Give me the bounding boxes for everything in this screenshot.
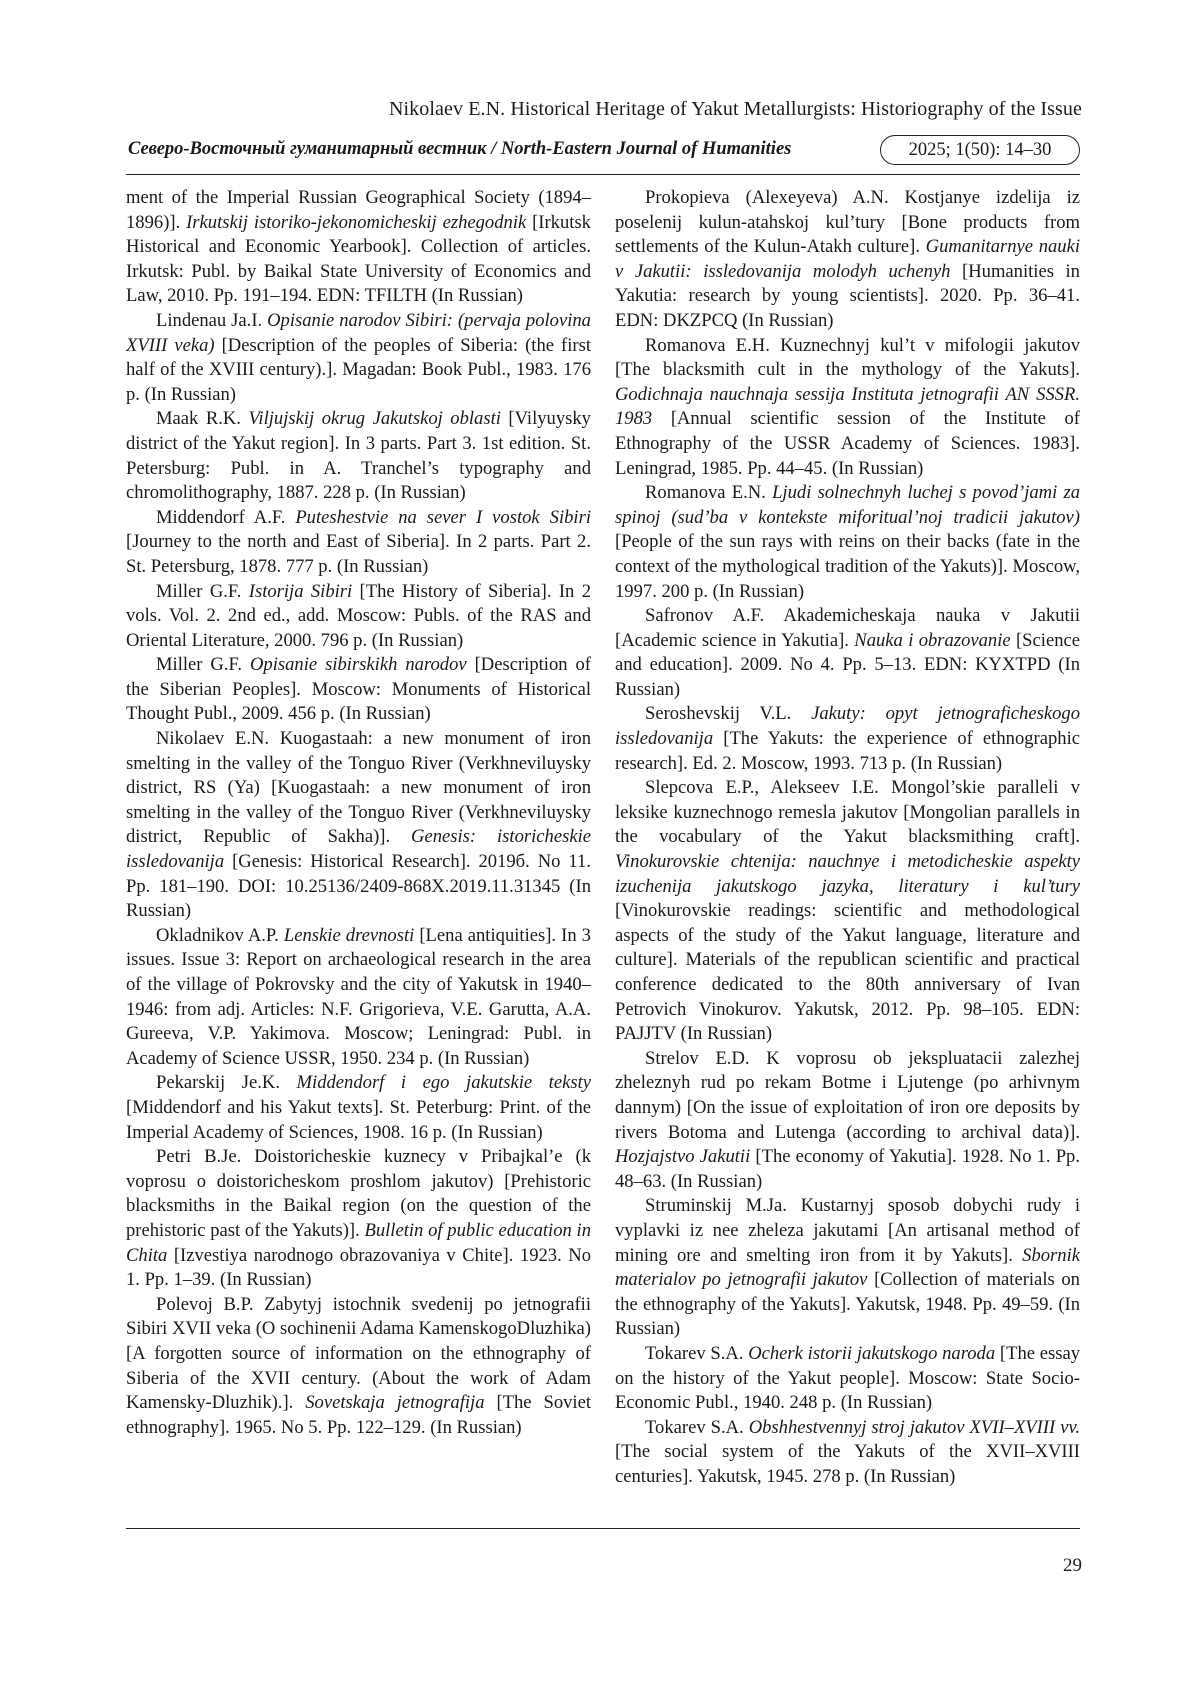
reference-entry bbox=[126, 924, 591, 1072]
reference-title: Irkutskij istoriko-jekonomicheskij ezhegodnik bbox=[186, 211, 527, 233]
journal-name: Северо-Восточный гуманитарный вестник / North-Eastern Journal of Humanities bbox=[128, 139, 792, 159]
reference-text: [Description of the peoples of Siberia: (the first half of the XVIII century).]. Magadan: Book Publ., 1983. 176 p. (In Russian) bbox=[126, 334, 592, 405]
reference-entry bbox=[615, 334, 1080, 482]
reference-text: [The essay on the history of the Yakut people]. Moscow: State Socio-Economic Publ., 1940. 248 p. (In Russian) bbox=[615, 1342, 1081, 1414]
reference-text: Struminskij M.Ja. Kustarnyj sposob dobychi rudy i vyplavki iz nee zheleza jakutami [An artisanal method of mining ore and smelting iron from it by Yakuts]. bbox=[615, 1195, 1080, 1266]
header-divider bbox=[126, 174, 1080, 175]
reference-title: Sbornik materialov po jetnografii jakutov bbox=[615, 1244, 1080, 1291]
reference-text: Pekarskij Je.K. bbox=[156, 1072, 297, 1094]
reference-entry bbox=[126, 1071, 591, 1145]
reference-title: Jakuty: opyt jetnograficheskogo issledovanija bbox=[615, 703, 1080, 750]
reference-title: Opisanie narodov Sibiri: (pervaja polovina XVIII veka) bbox=[126, 309, 591, 356]
reference-text: [Description of the Siberian Peoples]. Moscow: Monuments of Historical Thought Publ., 2009. 456 p. (In Russian) bbox=[126, 654, 591, 725]
reference-entry bbox=[126, 1293, 591, 1441]
reference-text: [Humanities in Yakutia: research by young scientists]. 2020. Pp. 36–41. EDN: DKZPCQ (In Russian) bbox=[615, 260, 1080, 331]
reference-title: Bulletin of public education in Chita bbox=[126, 1219, 591, 1266]
reference-text: [The Soviet ethnography]. 1965. No 5. Pp. 122–129. (In Russian) bbox=[126, 1392, 592, 1438]
reference-text: Petri B.Je. Doistoricheskie kuznecy v Pribajkal’e (k voprosu o doistoricheskom proshlom jakutov) [Prehistoric blacksmiths in the Baikal region (on the question of the prehistoric past of the Yakuts)]. bbox=[126, 1146, 591, 1241]
page-number: 29 bbox=[1063, 1555, 1082, 1576]
reference-entry bbox=[615, 1416, 1080, 1490]
reference-text: [Irkutsk Historical and Economic Yearbook]. Collection of articles. Irkutsk: Publ. by Baikal State University of Economics and Law, 2010. Pp. 191–194. EDN: TFILTH (In Russian) bbox=[126, 211, 591, 307]
reference-entry bbox=[126, 580, 591, 654]
reference-text: Lindenau Ja.I. bbox=[156, 309, 268, 331]
reference-entry bbox=[126, 407, 591, 505]
reference-entry bbox=[126, 506, 591, 580]
reference-title: Middendorf i ego jakutskie teksty bbox=[296, 1072, 592, 1094]
reference-title: Hozjajstvo Jakutii bbox=[615, 1146, 751, 1168]
reference-title: Gumanitarnye nauki v Jakutii: issledovanija molodyh uchenyh bbox=[615, 236, 1081, 282]
references-left-column bbox=[126, 186, 591, 1440]
reference-text: [The social system of the Yakuts of the XVII–XVIII centuries]. Yakutsk, 1945. 278 p. (In Russian) bbox=[615, 1441, 1080, 1487]
reference-title: Istorija Sibiri bbox=[248, 580, 353, 602]
reference-title: Lenskie drevnosti bbox=[283, 924, 415, 946]
journal-header bbox=[126, 135, 1080, 171]
reference-entry bbox=[615, 1047, 1080, 1195]
references-right-column bbox=[615, 186, 1080, 1489]
reference-entry bbox=[126, 1145, 591, 1293]
reference-text: [Middendorf and his Yakut texts]. St. Peterburg: Print. of the Imperial Academy of Sciences, 1908. 16 p. (In Russian) bbox=[126, 1096, 591, 1143]
reference-entry bbox=[126, 727, 591, 924]
reference-text: Miller G.F. bbox=[156, 580, 249, 602]
reference-text: Maak R.K. bbox=[156, 408, 249, 430]
reference-title: Opisanie sibirskikh narodov bbox=[249, 654, 467, 676]
reference-entry bbox=[615, 776, 1080, 1047]
reference-text: [The History of Siberia]. In 2 vols. Vol. 2. 2nd ed., add. Moscow: Publs. of the RAS and Oriental Literature, 2000. 796 p. (In Russian) bbox=[126, 580, 591, 651]
reference-text: Seroshevskij V.L. bbox=[645, 703, 812, 725]
reference-text: [Science and education]. 2009. No 4. Pp. 5–13. EDN: KYXTPD (In Russian) bbox=[615, 629, 1080, 700]
reference-title: Viljujskij okrug Jakutskoj oblasti bbox=[248, 408, 501, 430]
reference-text: [Collection of materials on the ethnography of the Yakuts]. Yakutsk, 1948. Pp. 49–59. (In Russian) bbox=[615, 1269, 1080, 1340]
reference-entry bbox=[126, 309, 591, 407]
reference-text: [People of the sun rays with reins on their backs (fate in the context of the mythological tradition of the Yakuts)]. Moscow, 1997. 200 p. (In Russian) bbox=[615, 531, 1080, 602]
reference-text: [Lena antiquities]. In 3 issues. Issue 3: Report on archaeological research in the area of the village of Pokrovsky and the city of Yakutsk in 1940–1946: from adj. Articles: N.F. Grigorieva, V.E. Garutta, A.A. Gureeva, V.P. Yakimova. Moscow; Leningrad: Publ. in Academy of Science USSR, 1950. 234 p. (In Russian) bbox=[126, 924, 591, 1069]
reference-title: Godichnaja nauchnaja sessija Instituta jetnografii AN SSSR. 1983 bbox=[615, 383, 1080, 430]
reference-text: Romanova E.N. bbox=[645, 482, 773, 504]
reference-entry bbox=[615, 604, 1080, 702]
reference-entry bbox=[615, 1194, 1080, 1342]
reference-title: Ljudi solnechnyh luchej s povod’jami za spinoj (sud’ba v kontekste miforitual’noj tradicii jakutov) bbox=[615, 482, 1081, 528]
reference-text: Middendorf A.F. bbox=[156, 506, 296, 528]
reference-text: [Vilyuysky district of the Yakut region]. In 3 parts. Part 3. 1st edition. St. Petersburg: Publ. in A. Tranchel’s typography and chromolithography, 1887. 228 p. (In Russian) bbox=[126, 408, 591, 504]
reference-text: [The economy of Yakutia]. 1928. No 1. Pp. 48–63. (In Russian) bbox=[615, 1146, 1080, 1192]
reference-text: [Genesis: Historical Research]. 2019б. No 11. Pp. 181–190. DOI: 10.25136/2409-868X.2019.11.31345 (In Russian) bbox=[126, 851, 591, 922]
reference-text: Slepcova E.P., Alekseev I.E. Mongol’skie paralleli v leksike kuznechnogo remesla jakutov [Mongolian parallels in the vocabulary of the Yakut blacksmithing craft]. bbox=[615, 777, 1080, 848]
reference-entry bbox=[615, 186, 1080, 334]
reference-entry bbox=[615, 481, 1080, 604]
reference-text: [Annual scientific session of the Institute of Ethnography of the USSR Academy of Sciences. 1983]. Leningrad, 1985. Pp. 44–45. (In Russian) bbox=[615, 408, 1080, 479]
reference-title: Puteshestvie na sever I vostok Sibiri bbox=[295, 506, 591, 528]
reference-title: Obshhestvennyj stroj jakutov XVII–XVIII vv. bbox=[748, 1416, 1080, 1438]
reference-text: [Izvestiya narodnogo obrazovaniya v Chite]. 1923. No 1. Pp. 1–39. (In Russian) bbox=[126, 1244, 591, 1291]
reference-text: Tokarev S.A. bbox=[645, 1342, 749, 1364]
reference-text: [Journey to the north and East of Siberia]. In 2 parts. Part 2. St. Petersburg, 1878. 777 p. (In Russian) bbox=[126, 531, 591, 577]
reference-entry bbox=[615, 702, 1080, 776]
reference-text: Romanova E.H. Kuznechnyj kul’t v mifologii jakutov [The blacksmith cult in the mythology of the Yakuts]. bbox=[615, 334, 1080, 381]
reference-title: Nauka i obrazovanie bbox=[854, 629, 1011, 651]
footer-divider bbox=[126, 1528, 1080, 1529]
reference-entry bbox=[126, 653, 591, 727]
reference-text: Nikolaev E.N. Kuogastaah: a new monument of iron smelting in the valley of the Tonguo River (Verkhneviluysky district, RS (Ya) [Kuogastaah: a new monument of iron smelting in the valley of the Tonguo River (Verkhneviluysky district, Republic of Sakha)]. bbox=[126, 728, 591, 848]
reference-entry bbox=[615, 1342, 1080, 1416]
reference-text: Tokarev S.A. bbox=[645, 1416, 749, 1438]
reference-title: Sovetskaja jetnografija bbox=[305, 1392, 485, 1414]
reference-text: Prokopieva (Alexeyeva) A.N. Kostjanye izdelija iz poselenij kulun-atahskoj kul’tury [Bone products from settlements of the Kulun-Atakh culture]. bbox=[615, 187, 1080, 258]
reference-text: Safronov A.F. Akademicheskaja nauka v Jakutii [Academic science in Yakutia]. bbox=[615, 605, 1080, 651]
reference-text: Miller G.F. bbox=[156, 654, 250, 676]
reference-entry bbox=[126, 186, 591, 309]
reference-title: Genesis: istoricheskie issledovanija bbox=[126, 826, 591, 873]
reference-text: [The Yakuts: the experience of ethnographic research]. Ed. 2. Moscow, 1993. 713 p. (In Russian) bbox=[615, 728, 1080, 774]
reference-title: Vinokurovskie chtenija: nauchnye i metodicheskie aspekty izuchenija jakutskogo jazyka, literatury i kul’tury bbox=[615, 851, 1080, 897]
running-title: Nikolaev E.N. Historical Heritage of Yakut Metallurgists: Historiography of the Issue bbox=[388, 98, 1082, 120]
reference-text: Strelov E.D. K voprosu ob jekspluatacii zalezhej zheleznyh rud po rekam Botme i Ljutenge (po arhivnym dannym) [On the issue of exploitation of iron ore deposits by rivers Botoma and Lutenga (according to archival data)]. bbox=[615, 1047, 1080, 1143]
issue-badge: 2025; 1(50): 14–30 bbox=[880, 135, 1080, 165]
reference-text: [Vinokurovskie readings: scientific and methodological aspects of the study of the Yakut language, literature and culture]. Materials of the republican scientific and practical conference dedicated to the 80th anniversary of Ivan Petrovich Vinokurov. Yakutsk, 2012. Pp. 98–105. EDN: PAJJTV (In Russian) bbox=[615, 900, 1080, 1045]
reference-text: Polevoj B.P. Zabytyj istochnik svedenij po jetnografii Sibiri XVII veka (O sochinenii Adama KamenskogoDluzhika) [A forgotten source of information on the ethnography of Siberia of the XVII century. (About the work of Adam Kamensky-Dluzhik).]. bbox=[126, 1293, 591, 1414]
reference-text: ment of the Imperial Russian Geographical Society (1894–1896)]. bbox=[126, 187, 591, 233]
reference-title: Ocherk istorii jakutskogo naroda bbox=[748, 1342, 996, 1364]
reference-text: Okladnikov A.P. bbox=[156, 924, 284, 946]
